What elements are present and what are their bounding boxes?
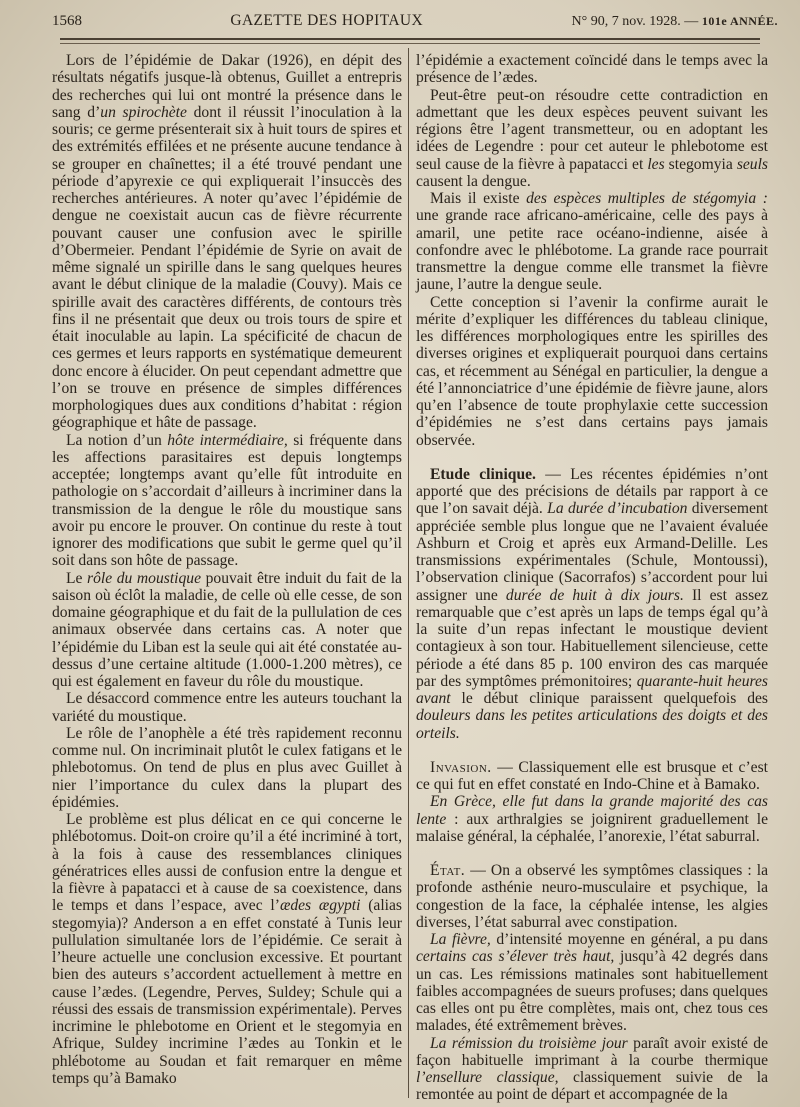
text-run: (alias stegomyia)? Anderson a en effet constaté à Tunis leur pullulation simultanée lors de l’épidémie. Ce serait à l’heure actuelle une conclusion excessive. Et pourtant bien des auteurs s’accordent actuellement à mettre en cause l’ædes. (Legendre, Perves, Suldey; Schule qui a réussi des essais de transmission expérimentale). Perves incrimine le phlebotome en Orient et le stegomyia en Afrique, Suldey incrimine l’ædes au Tonkin et le phlébotome au Soudan et fait remarquer en même temps qu’à Bamako (52, 897, 402, 1087)
paragraph (416, 466, 768, 742)
text-run: Lors de l’épidémie de Dakar (1926), en dépit des résultats négatifs jusque-là obtenus, Guillet a entrepris des recherches qui lui ont montré la présence dans le sang d’ (52, 52, 402, 121)
paragraph (416, 759, 768, 794)
section-heading: Etude clinique. (430, 465, 536, 483)
text-run: si fréquente dans les affections parasitaires est depuis longtemps acceptée; longtemps avant qu’elle fût introduite en pathologie on s’accordait d’ailleurs à incriminer dans la transmission de la dengue le rôle du moustique sans avoir pu encore le prouver. On continue du reste à tout ignorer des modifications que subit le germe quel qu’il soit dans son hôte de passage. (52, 431, 403, 570)
italic-text: durée de huit à dix jours. (505, 586, 684, 604)
italic-text: ædes ægypti (279, 897, 361, 915)
text-run: Peut-être peut-on résoudre cette contradiction en admettant que les deux espèces peuvent suivant les régions être l’agent transmetteur, ou en adoptant les idées de Legendre : pour cet auteur le phlebotome est seul cause de la fièvre à papatacci et (416, 86, 768, 173)
header-rule (60, 38, 760, 40)
italic-text: La fièvre, (430, 931, 491, 948)
italic-text: un spirochète (100, 103, 187, 121)
text-run: Le désaccord commence entre les auteurs touchant la variété du moustique. (52, 690, 402, 725)
text-run: Cette conception si l’avenir la confirme aurait le mérite d’expliquer les différences du tableau clinique, les différences morphologiques entre les spirilles des diverses origines et expliquerait pourquoi dans certains cas, et récemment au Sénégal en particulier, la dengue a été l’annonciatrice d’une épidémie de fièvre jaune, alors qu’en l’absence de toute prophylaxie cette succession d’épidémies ne s’est dans certains pays jamais observée. (416, 293, 768, 449)
text-run: — Les récentes épidémies n’ont apporté que des précisions de détails par rapport à ce que l’on savait déjà. (416, 465, 768, 518)
year-label: 101e ANNÉE. (701, 14, 778, 28)
paragraph (52, 725, 402, 811)
italic-text: La durée d’incubation (547, 500, 688, 518)
paragraph (416, 87, 768, 191)
issue-info (572, 14, 778, 30)
text-run: causent la dengue. (416, 172, 531, 190)
italic-text: quarante-huit heures avant (416, 672, 768, 707)
left-column (52, 52, 402, 1087)
text-run: — On a observé les symptômes classiques : la profonde asthénie neuro-musculaire et psychique, la congestion de la face, la céphalée intense, les algies diverses, l’état saburral avec constipation. (416, 862, 768, 931)
text-run: jusqu’à 42 degrés dans un cas. Les rémissions matinales sont habituellement faibles accompagnées de sueurs profuses; dans quelques cas elles ont pu être complètes, mais ont, chez tous ces malades, été extrêmement brèves. (416, 948, 769, 1035)
italic-text: les (647, 155, 665, 173)
subsection-heading: État. (430, 862, 466, 879)
paragraph (416, 931, 768, 1035)
paragraph (52, 432, 402, 570)
text-run: classiquement suivie de la remontée au point de départ et accompagnée de la (416, 1069, 768, 1104)
subsection-heading: Invasion. (430, 758, 492, 776)
italic-text: En Grèce, elle fut dans la grande majorité des cas lente (416, 793, 768, 828)
paragraph (52, 570, 402, 691)
text-run: Le problème est plus délicat en ce qui concerne le phlébotomus. Doit-on croire qu’il a été incriminé à tort, à la fois à cause des ressemblances cliniques génératrices elles aussi de confusion entre la dengue et la fièvre à papatacci et à cause de sa coexistence, dans le temps et dans l’espace, avec l’ (52, 811, 402, 915)
page-number: 1568 (52, 13, 82, 29)
paragraph (416, 294, 768, 449)
paragraph (416, 1035, 768, 1104)
italic-text: rôle du moustique (87, 569, 202, 587)
text-run: Le rôle de l’anophèle a été très rapidement reconnu comme nul. On incriminait plutôt le culex fatigans et le phlebotomus. On tend de plus en plus avec Guillet à nier l’importance du culex dans la plupart des épidémies. (52, 724, 402, 811)
text-run: — Classiquement elle est brusque et c’est ce qui fut en effet constaté en Indo-Chine et à Bamako. (416, 758, 768, 793)
paragraph (52, 690, 402, 725)
text-run: l’épidémie a exactement coïncidé dans le temps avec la présence de l’ædes. (416, 52, 768, 87)
text-run: Le (66, 569, 88, 587)
paragraph (52, 52, 402, 432)
text-run: stegomyia (664, 155, 737, 173)
journal-title: GAZETTE DES HOPITAUX (230, 12, 424, 29)
text-run: : aux arthralgies se joignirent graduellement le malaise général, la céphalée, l’anorexie, l’état saburral. (416, 810, 768, 845)
italic-text: l’ensellure classique, (416, 1069, 559, 1086)
italic-text: douleurs dans les petites articulations des doigts et des orteils. (416, 707, 768, 742)
text-run: le début clinique paraissent quelquefois des (450, 690, 768, 707)
paragraph (52, 811, 402, 1087)
italic-text: certains cas s’élever très haut, (416, 948, 615, 966)
running-header (52, 12, 778, 38)
text-run: Il est assez remarquable que c’est après un laps de temps égal qu’à la suite d’un repas infectant le moustique devient contagieux à son tour. Habituellement silencieuse, cette période a été dans 85 p. 100 environ des cas marquée par des symptômes prémonitoires; (416, 586, 768, 690)
text-run: Mais il existe (430, 190, 527, 207)
text-run: dont il réussit l’inoculation à la souris; ce germe présenterait six à huit tours de spires et des extrémités effilées et ne présente aucune tendance à se grouper en chaînettes; il a été trouvé pendant une période d’apyrexie ce qui expliquerait l’insuccès des recherches antérieures. A noter qu’avec l’épidémie de dengue ne coexistait aucun cas de fièvre récurrente pouvant causer une confusion avec le spirille d’Obermeier. Pendant l’épidémie de Syrie on avait de même signalé un spirille dans le sang quelques heures avant le début clinique de la maladie (Couvy). Mais ce spirille avait des caractères différents, de contours très fins il ne présentait que deux ou trois tours de spire et était inoculable au lapin. La spécificité de chacun de ces germes et leurs rapports en systématique demeurent donc encore à élucider. On peut cependant admettre que l’on se trouve en présence de simples différences morphologiques dues aux conditions d’habitat : région géographique et hâte de passage. (52, 103, 402, 432)
header-rule-thin (60, 43, 760, 44)
paragraph (416, 793, 768, 845)
right-column (416, 52, 768, 1104)
italic-text: seuls (736, 155, 768, 173)
italic-text: La rémission du troisième jour (430, 1034, 628, 1052)
text-run: paraît avoir existé de façon habituelle imprimant à la courbe thermique (416, 1034, 768, 1069)
paragraph (416, 52, 768, 87)
text-run: une grande race africano-américaine, celle des pays à amaril, une petite race océano-indienne, aisée à confondre avec le phlébotome. La grande race pourrait transmettre la dengue comme elle transmet la fièvre jaune, l’autre la dengue seule. (416, 207, 768, 294)
issue-date: N° 90, 7 nov. 1928. — (571, 14, 702, 29)
text-run: d’intensité moyenne en général, a pu dans (490, 931, 769, 948)
paragraph (416, 190, 768, 294)
text-run: diversement appréciée semble plus longue que ne l’avaient évaluée Ashburn et Croig et après eux Armand-Delille. Les transmissions expérimentales (Schule, Montoussi), l’observation clinique (Sacorrafos) s’accordent pour lui assigner une (416, 500, 768, 604)
paragraph (416, 862, 768, 931)
italic-text: des espèces multiples de stégomyia : (526, 190, 768, 207)
text-run: La notion d’un (66, 431, 168, 449)
text-run: pouvait être induit du fait de la saison où éclôt la maladie, de celle où elle cesse, de son domaine géographique et du fait de la pullulation de ces animaux observée dans certains cas. A noter que l’épidémie du Liban est la seule qui ait été constatée au-dessus d’une certaine altitude (1.000-1.200 mètres), ce qui est également en faveur du rôle du moustique. (52, 569, 402, 690)
italic-text: hôte intermédiaire, (167, 431, 288, 449)
column-divider (408, 48, 409, 1098)
